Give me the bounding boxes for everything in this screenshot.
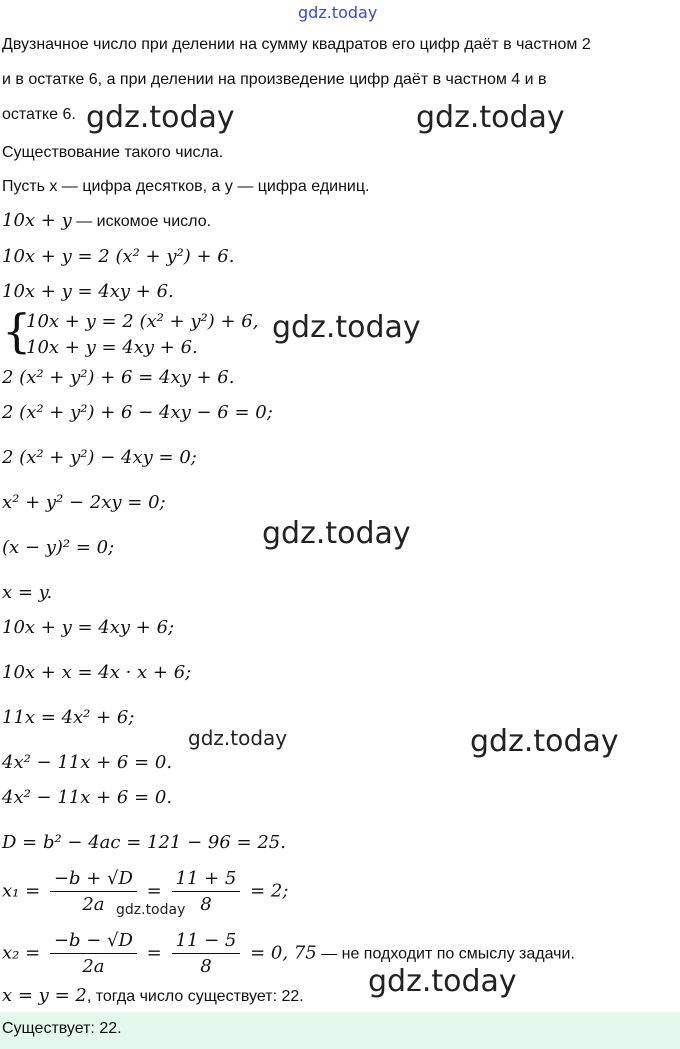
equation: 2 (x² + y²) + 6 = 4xy + 6.	[2, 367, 235, 388]
equation: (x − y)² = 0;	[2, 537, 115, 558]
problem-line-1: Двузначное число при делении на сумму квадратов его цифр даёт в частном 2	[2, 36, 591, 53]
fraction-numerator: 11 + 5	[172, 868, 241, 892]
root-x1: x₁ = $\frac{-b + √D}{2a}$ = $\frac{11 + 5}{8}$ = 2;	[2, 868, 289, 915]
conclusion-math: x = y = 2	[2, 985, 87, 1006]
conclusion-text: , тогда число существует: 22.	[86, 988, 304, 1005]
root-x2-result: = 0, 75	[250, 942, 317, 964]
fraction-denominator: 2a	[82, 894, 105, 915]
problem-line-2: и в остатке 6, а при делении на произведение цифр даёт в частном 4 и в	[2, 71, 547, 88]
watermark: gdz.today	[298, 3, 378, 22]
fraction-numerator: 11 − 5	[172, 930, 241, 954]
equation: 11x = 4x² + 6;	[2, 707, 135, 728]
root-x1-result: = 2;	[250, 880, 289, 902]
fraction-denominator: 2a	[82, 956, 105, 977]
root-x2-fraction-numeric	[172, 930, 241, 977]
watermark: gdz.today	[86, 100, 235, 135]
root-x2-fraction	[50, 930, 137, 977]
equation: 10x + x = 4x · x + 6;	[2, 662, 192, 683]
root-x2-note: — не подходит по смыслу задачи.	[316, 945, 575, 963]
answer-text: Существует: 22.	[2, 1020, 122, 1037]
root-x2: x₂ = $\frac{-b - √D}{2a}$ = $\frac{11 - 5}{8}$ = 0, 75 — не подходит по смыслу задачи.	[2, 930, 575, 977]
section-heading: Существование такого числа.	[2, 144, 224, 161]
system-equation: 10x + y = 4xy + 6.	[26, 337, 198, 358]
equation: 2 (x² + y²) + 6 − 4xy − 6 = 0;	[2, 402, 273, 423]
watermark: gdz.today	[116, 902, 186, 918]
fraction-denominator: 8	[200, 956, 212, 977]
equation: 2 (x² + y²) − 4xy = 0;	[2, 447, 197, 468]
problem-line-3: остатке 6.	[2, 106, 76, 123]
discriminant: D = b² − 4ac = 121 − 96 = 25.	[2, 832, 286, 853]
watermark: gdz.today	[262, 516, 411, 551]
root-x1-fraction	[50, 868, 137, 915]
answer-box	[0, 1012, 680, 1049]
root-x1-fraction-numeric	[172, 868, 241, 915]
root-x1-lhs: x₁ =	[2, 880, 41, 902]
watermark: gdz.today	[368, 964, 517, 999]
equation: 4x² − 11x + 6 = 0.	[2, 752, 173, 773]
equation: 10x + y = 4xy + 6.	[2, 281, 174, 302]
watermark: gdz.today	[188, 726, 288, 750]
equation: 10x + y = 4xy + 6;	[2, 617, 175, 638]
sought-expression: 10x + y	[2, 210, 72, 231]
fraction-numerator: −b + √D	[50, 868, 137, 892]
root-x2-lhs: x₂ =	[2, 942, 41, 964]
equation: 10x + y = 2 (x² + y²) + 6.	[2, 246, 235, 267]
equation: 4x² − 11x + 6 = 0.	[2, 787, 173, 808]
conclusion-line	[2, 985, 304, 1006]
fraction-numerator: −b − √D	[50, 930, 137, 954]
sought-number-line	[2, 210, 211, 231]
watermark: gdz.today	[470, 724, 619, 759]
system-equation: 10x + y = 2 (x² + y²) + 6,	[26, 311, 259, 332]
sought-caption: — искомое число.	[71, 213, 212, 230]
system-brace: {	[2, 304, 32, 358]
watermark: gdz.today	[416, 100, 565, 135]
watermark: gdz.today	[272, 310, 421, 345]
intro-text: Пусть x — цифра десятков, а y — цифра единиц.	[2, 178, 370, 195]
equation: x² + y² − 2xy = 0;	[2, 492, 166, 513]
fraction-denominator: 8	[200, 894, 212, 915]
equation: x = y.	[2, 582, 53, 603]
